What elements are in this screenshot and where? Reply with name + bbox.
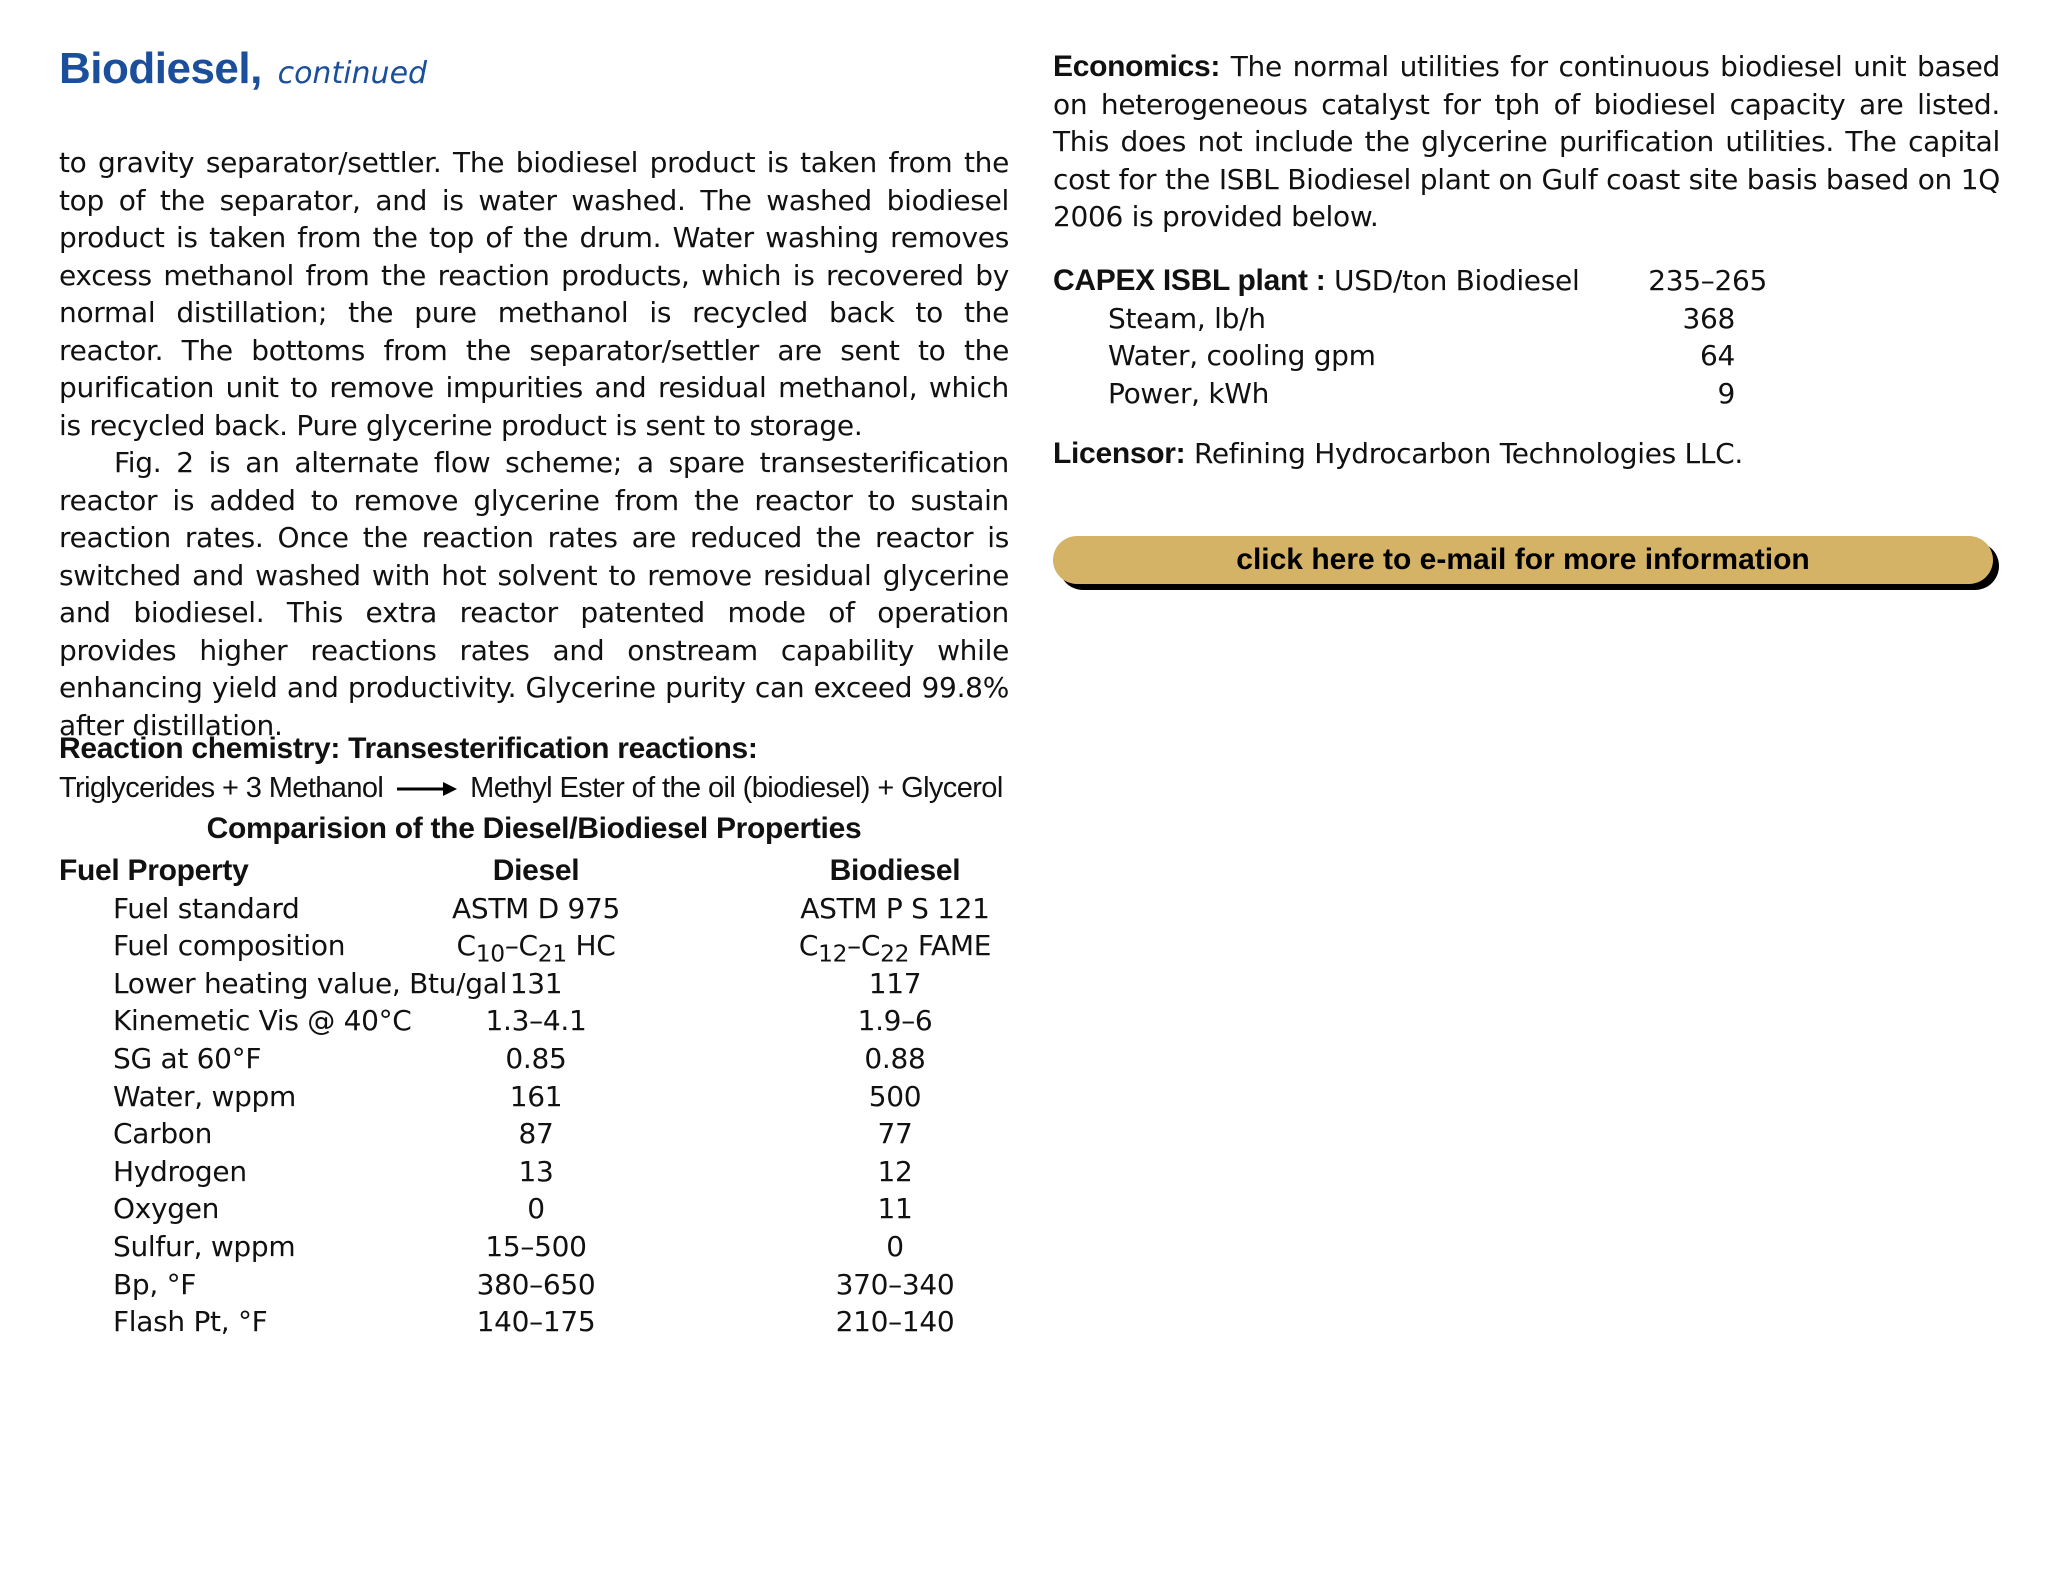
row-label: Water, wppm <box>113 1079 296 1113</box>
utility-row <box>1053 337 2000 375</box>
reaction-chemistry-heading: Reaction chemistry: Transesterification reactions: <box>59 732 758 765</box>
diesel-value: 161 <box>509 1079 563 1113</box>
diesel-value: ASTM D 975 <box>452 891 620 925</box>
capex-table <box>1053 262 2000 412</box>
process-description <box>59 144 1009 744</box>
utility-value: 64 <box>1699 339 1735 373</box>
biodiesel-value: 117 <box>868 966 922 1000</box>
row-label: Hydrogen <box>113 1154 247 1188</box>
biodiesel-value: 11 <box>877 1192 913 1226</box>
diesel-value: 87 <box>518 1117 554 1151</box>
diesel-value: $C_{10}-C_{21}$ HC <box>456 929 616 968</box>
capex-label: CAPEX ISBL plant : <box>1053 264 1326 297</box>
diesel-value: 131 <box>509 966 563 1000</box>
biodiesel-value: 12 <box>877 1154 913 1188</box>
diesel-value: 0 <box>527 1192 545 1226</box>
table-row <box>59 1040 1009 1078</box>
row-label: Lower heating value, Btu/gal <box>113 966 508 1000</box>
biodiesel-value: 1.9–6 <box>857 1004 933 1038</box>
economics-section <box>1053 48 2000 236</box>
table-row <box>59 1153 1009 1191</box>
diesel-value: 13 <box>518 1154 554 1188</box>
table-row <box>59 1266 1009 1304</box>
utility-label: Steam, lb/h <box>1108 301 1266 335</box>
biodiesel-value: 500 <box>868 1079 922 1113</box>
continued-label: continued <box>277 56 428 91</box>
utility-row <box>1053 375 2000 413</box>
capex-value: 235–265 <box>1648 264 1767 297</box>
header-biodiesel: Biodiesel <box>829 854 961 887</box>
table-row <box>59 1078 1009 1116</box>
row-label: Carbon <box>113 1117 213 1151</box>
row-label: SG at 60°F <box>113 1041 262 1075</box>
economics-label: Economics: <box>1053 50 1221 83</box>
biodiesel-value: 0 <box>886 1229 904 1263</box>
table-header-row <box>59 852 1009 890</box>
row-label: Fuel standard <box>113 891 300 925</box>
diesel-value: 15–500 <box>485 1229 587 1263</box>
table-row <box>59 1303 1009 1341</box>
diesel-value: 380–650 <box>476 1267 596 1301</box>
biodiesel-value: $C_{12}-C_{22}$ FAME <box>798 929 992 968</box>
table-row <box>59 1115 1009 1153</box>
utility-value: 9 <box>1717 376 1735 410</box>
paragraph-2: Fig. 2 is an alternate flow scheme; a spare transesterification reactor is added to remove glycerine from the reactor to sustain reaction rates. Once the reaction rates are reduced the reactor is switched and washed with hot solvent to remove residual glycerine and biodiesel. This extra reactor patented mode of operation provides higher reactions rates and onstream capability while enhancing yield and productivity. Glycerine purity can exceed 99.8% after distillation. <box>59 446 1009 742</box>
right-arrow-icon <box>395 779 459 799</box>
table-row <box>59 890 1009 928</box>
row-label: Oxygen <box>113 1192 220 1226</box>
row-label: Flash Pt, °F <box>113 1305 268 1339</box>
header-fuel-property: Fuel Property <box>59 854 249 887</box>
utility-row <box>1053 300 2000 338</box>
biodiesel-value: 0.88 <box>864 1041 926 1075</box>
biodiesel-value: ASTM P S 121 <box>800 891 990 925</box>
row-label: Kinemetic Vis @ 40°C <box>113 1004 412 1038</box>
utility-label: Water, cooling gpm <box>1108 339 1376 373</box>
biodiesel-value: 370–340 <box>835 1267 955 1301</box>
table-row <box>59 965 1009 1003</box>
email-info-button[interactable]: click here to e-mail for more information <box>1053 536 1993 584</box>
page-title <box>59 44 427 94</box>
properties-table <box>59 852 1009 1341</box>
utility-label: Power, kWh <box>1108 376 1270 410</box>
table-row <box>59 1190 1009 1228</box>
economics-text: The normal utilities for continuous biodiesel unit based on heterogeneous catalyst for tph of biodiesel capacity are listed. This does not include the glycerine purification utilities. The capital cost for the ISBL Biodiesel plant on Gulf coast site basis based on 1Q 2006 is provided below. <box>1053 50 2000 233</box>
table-title: Comparision of the Diesel/Biodiesel Properties <box>206 812 862 845</box>
equation-products: Methyl Ester of the oil (biodiesel) + Glycerol <box>470 772 1003 804</box>
utility-value: 368 <box>1682 301 1735 335</box>
paragraph-1: to gravity separator/settler. The biodiesel product is taken from the top of the separator, and is water washed. The washed biodiesel product is taken from the top of the drum. Water washing removes excess methanol from the reaction products, which is recovered by normal distillation; the pure methanol is recycled back to the reactor. The bottoms from the separator/settler are sent to the purification unit to remove impurities and residual methanol, which is recycled back. Pure glycerine product is sent to storage. <box>59 146 1009 442</box>
row-label: Sulfur, wppm <box>113 1229 296 1263</box>
biodiesel-value: 210–140 <box>835 1305 955 1339</box>
licensor-name: Refining Hydrocarbon Technologies LLC. <box>1185 437 1744 470</box>
page-title-text: Biodiesel, <box>59 44 262 93</box>
table-row <box>59 1002 1009 1040</box>
diesel-value: 140–175 <box>476 1305 596 1339</box>
licensor-label: Licensor: <box>1053 437 1186 470</box>
reaction-equation <box>59 772 1003 805</box>
equation-reactants: Triglycerides + 3 Methanol <box>59 772 384 804</box>
biodiesel-value: 77 <box>877 1117 913 1151</box>
capex-unit: USD/ton Biodiesel <box>1325 264 1580 297</box>
licensor-line <box>1053 437 1743 471</box>
table-row <box>59 927 1009 968</box>
row-label: Fuel composition <box>113 929 346 963</box>
table-row <box>59 1228 1009 1266</box>
header-diesel: Diesel <box>492 854 580 887</box>
diesel-value: 1.3–4.1 <box>485 1004 587 1038</box>
row-label: Bp, °F <box>113 1267 197 1301</box>
capex-row <box>1053 262 2000 300</box>
diesel-value: 0.85 <box>505 1041 567 1075</box>
